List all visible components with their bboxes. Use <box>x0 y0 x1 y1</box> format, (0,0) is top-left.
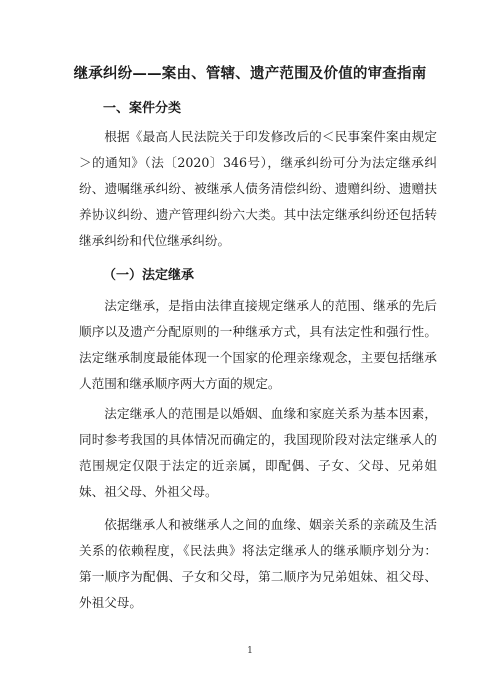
paragraph-inheritance-order: 依据继承人和被继承人之间的血缘、姻亲关系的亲疏及生活关系的依赖程度，《民法典》将法定继承人的继承顺序划分为：第一顺序为配偶、子女和父母，第二顺序为兄弟姐妹、祖父母、外祖父母。 <box>79 517 437 610</box>
section-heading-case-classification: 一、案件分类 <box>103 101 182 116</box>
subsection-heading-statutory-inheritance: （一）法定继承 <box>103 268 195 283</box>
page-number: 1 <box>247 646 253 656</box>
paragraph-heir-scope: 法定继承人的范围是以婚姻、血缘和家庭关系为基本因素，同时参考我国的具体情况而确定的，我国现阶段对法定继承人的范围规定仅限于法定的近亲属，即配偶、子女、父母、兄弟姐妹、祖父母、外祖父母。 <box>79 406 437 499</box>
document-title: 继承纠纷——案由、管辖、遗产范围及价值的审查指南 <box>73 66 427 82</box>
paragraph-case-classification: 根据《最高人民法院关于印发修改后的＜民事案件案由规定＞的通知》（法〔2020〕346号），继承纠纷可分为法定继承纠纷、遗嘱继承纠纷、被继承人债务清偿纠纷、遗赠纠纷、遗赠扶养协议纠纷、遗产管理纠纷六大类。其中法定继承纠纷还包括转继承纠纷和代位继承纠纷。 <box>79 129 437 248</box>
paragraph-statutory-inheritance-definition: 法定继承，是指由法律直接规定继承人的范围、继承的先后顺序以及遗产分配原则的一种继承方式，具有法定性和强行性。法定继承制度最能体现一个国家的伦理亲缘观念，主要包括继承人范围和继承顺序两大方面的规定。 <box>79 298 437 391</box>
